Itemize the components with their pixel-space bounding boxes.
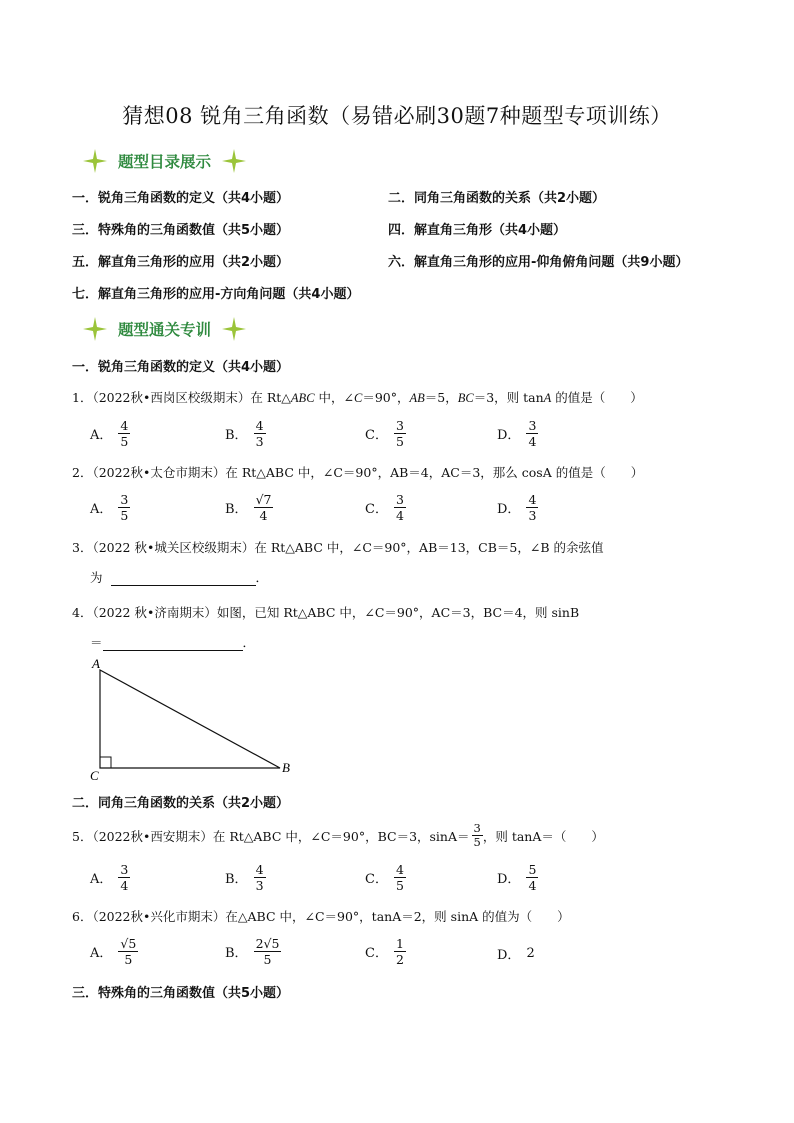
sparkle-icon bbox=[82, 316, 108, 342]
toc-item[interactable]: 五．解直角三角形的应用（共2小题） bbox=[72, 255, 290, 270]
question-1-option-b[interactable]: B． $\frac{4}{3}$ bbox=[225, 418, 264, 449]
answer-blank[interactable] bbox=[103, 635, 243, 651]
question-3-line2: 为 ． bbox=[90, 570, 269, 585]
sparkle-icon bbox=[221, 316, 247, 342]
answer-blank[interactable] bbox=[111, 570, 256, 586]
toc-item[interactable]: 七．解直角三角形的应用-方向角问题（共4小题） bbox=[72, 287, 360, 302]
page-title: 猜想08 锐角三角函数（易错必刷30题7种题型专项训练） bbox=[122, 104, 672, 128]
question-2-option-c[interactable]: C． $\frac{3}{4}$ bbox=[365, 492, 404, 523]
question-3-stem: 3．（2022 秋•城关区校级期末）在 Rt△ABC 中，∠C＝90°，AB＝13，CB＝5，∠B 的余弦值 bbox=[72, 540, 604, 555]
question-1-option-a[interactable]: A． $\frac{4}{5}$ bbox=[90, 418, 129, 449]
question-5-option-b[interactable]: B． $\frac{4}{3}$ bbox=[225, 862, 264, 893]
question-5-option-d[interactable]: D． $\frac{5}{4}$ bbox=[497, 862, 537, 893]
sparkle-icon bbox=[221, 148, 247, 174]
toc-banner bbox=[82, 148, 247, 174]
question-2-option-a[interactable]: A． $\frac{3}{5}$ bbox=[90, 492, 129, 523]
section-heading: 二．同角三角函数的关系（共2小题） bbox=[72, 796, 290, 811]
question-6-option-a[interactable]: A． $\frac{√5}{5}$ bbox=[90, 936, 137, 967]
toc-item[interactable]: 二．同角三角函数的关系（共2小题） bbox=[388, 191, 606, 206]
question-4-stem: 4．（2022 秋•济南期末）如图，已知 Rt△ABC 中，∠C＝90°，AC＝3，BC＝4，则 sinB bbox=[72, 605, 580, 620]
toc-item[interactable]: 三．特殊角的三角函数值（共5小题） bbox=[72, 223, 290, 238]
section-heading: 三．特殊角的三角函数值（共5小题） bbox=[72, 986, 290, 1001]
sparkle-icon bbox=[82, 148, 108, 174]
practice-banner bbox=[82, 316, 247, 342]
question-6-stem: 6．（2022秋•兴化市期末）在△ABC 中，∠C＝90°，tanA＝2，则 sinA 的值为（ ） bbox=[72, 909, 570, 924]
question-2-stem: 2．（2022秋•太仓市期末）在 Rt△ABC 中，∠C＝90°，AB＝4，AC＝3，那么 cosA 的值是（ ） bbox=[72, 465, 644, 480]
triangle-abc bbox=[100, 670, 280, 768]
question-4-line2: ＝ ． bbox=[90, 635, 256, 650]
vertex-label-b: B bbox=[282, 760, 290, 775]
practice-banner-label: 题型通关专训 bbox=[118, 321, 212, 339]
question-1-stem: 1．（2022秋•西岗区校级期末）在 Rt△ABC 中，∠C＝90°，AB＝5，BC＝3，则 tanA 的值是（ ） bbox=[72, 390, 643, 405]
toc-item[interactable]: 四．解直角三角形（共4小题） bbox=[388, 223, 567, 238]
question-1-option-d[interactable]: D． $\frac{3}{4}$ bbox=[497, 418, 537, 449]
question-5-stem: 5．（2022秋•西安期末）在 Rt△ABC 中，∠C＝90°，BC＝3，sinA＝ $\frac{3}{5}$ ，则 tanA＝（ ） bbox=[72, 821, 604, 849]
triangle-figure bbox=[88, 656, 303, 784]
question-6-option-c[interactable]: C． $\frac{1}{2}$ bbox=[365, 936, 404, 967]
vertex-label-a: A bbox=[92, 656, 100, 671]
toc-banner-label: 题型目录展示 bbox=[118, 153, 212, 171]
question-5-option-c[interactable]: C． $\frac{4}{5}$ bbox=[365, 862, 404, 893]
question-6-option-b[interactable]: B． $\frac{2√5}{5}$ bbox=[225, 936, 280, 967]
question-2-option-b[interactable]: B． $\frac{√7}{4}$ bbox=[225, 492, 272, 523]
toc-item[interactable]: 一．锐角三角函数的定义（共4小题） bbox=[72, 191, 290, 206]
question-6-option-d[interactable]: D． 2 bbox=[497, 946, 535, 963]
toc-item[interactable]: 六．解直角三角形的应用-仰角俯角问题（共9小题） bbox=[388, 255, 689, 270]
question-5-option-a[interactable]: A． $\frac{3}{4}$ bbox=[90, 862, 129, 893]
question-2-option-d[interactable]: D． $\frac{4}{3}$ bbox=[497, 492, 537, 523]
vertex-label-c: C bbox=[90, 768, 99, 783]
question-1-option-c[interactable]: C． $\frac{3}{5}$ bbox=[365, 418, 404, 449]
section-heading: 一．锐角三角函数的定义（共4小题） bbox=[72, 360, 290, 375]
right-angle-mark bbox=[100, 757, 111, 768]
